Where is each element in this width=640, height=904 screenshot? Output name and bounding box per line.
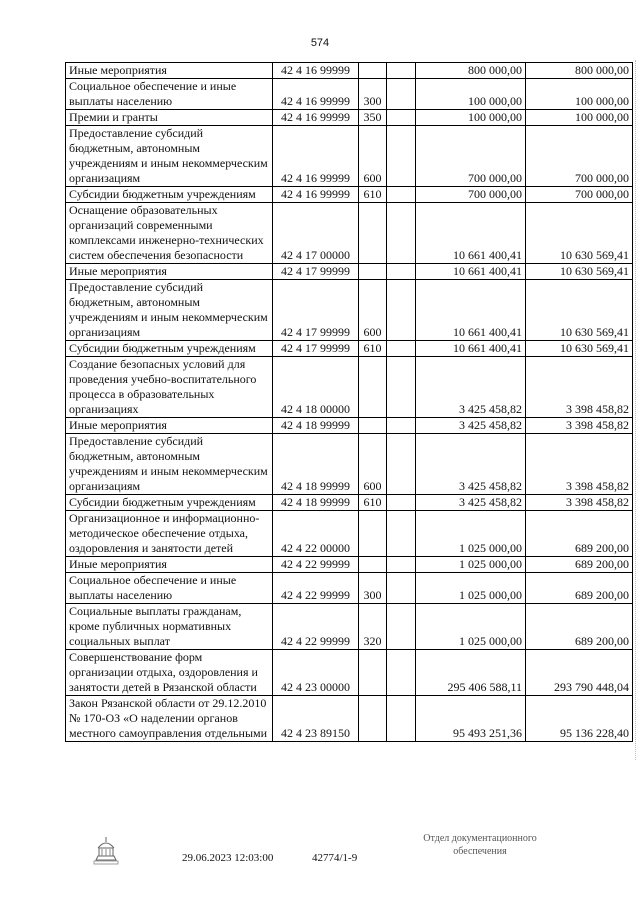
row-code: 42 4 18 99999 (273, 418, 359, 434)
table-row (66, 495, 633, 511)
row-value-2025: 800 000,00 (526, 63, 633, 79)
row-blank (387, 264, 416, 280)
row-value-2024: 10 661 400,41 (416, 264, 526, 280)
table-row (66, 650, 633, 696)
row-blank (387, 110, 416, 126)
table-row (66, 126, 633, 187)
row-blank (387, 63, 416, 79)
row-value-2025: 100 000,00 (526, 79, 633, 110)
row-value-2024: 700 000,00 (416, 187, 526, 203)
row-value-2025: 100 000,00 (526, 110, 633, 126)
row-value-2024: 3 425 458,82 (416, 418, 526, 434)
row-value-2025: 3 398 458,82 (526, 495, 633, 511)
row-blank (387, 341, 416, 357)
table-row (66, 187, 633, 203)
row-blank (387, 203, 416, 264)
row-code: 42 4 17 99999 (273, 264, 359, 280)
table-row (66, 573, 633, 604)
budget-table (65, 62, 633, 742)
row-value-2024: 1 025 000,00 (416, 604, 526, 650)
row-expense-type: 600 (359, 434, 387, 495)
row-expense-type: 610 (359, 495, 387, 511)
row-value-2025: 689 200,00 (526, 604, 633, 650)
row-name: Социальные выплаты гражданам, кроме публичных нормативных социальных выплат (66, 604, 273, 650)
row-value-2024: 10 661 400,41 (416, 280, 526, 341)
table-row (66, 511, 633, 557)
table-row (66, 557, 633, 573)
footer-department (390, 832, 570, 858)
table-row (66, 264, 633, 280)
row-value-2024: 10 661 400,41 (416, 341, 526, 357)
scan-edge (631, 60, 636, 760)
row-code: 42 4 16 99999 (273, 187, 359, 203)
row-expense-type (359, 264, 387, 280)
row-name: Премии и гранты (66, 110, 273, 126)
row-value-2025: 95 136 228,40 (526, 696, 633, 742)
row-blank (387, 511, 416, 557)
row-blank (387, 604, 416, 650)
row-expense-type: 300 (359, 573, 387, 604)
row-blank (387, 696, 416, 742)
row-name: Закон Рязанской области от 29.12.2010 № 170-ОЗ «О наделении органов местного самоуправления отдельными (66, 696, 273, 742)
row-value-2024: 1 025 000,00 (416, 573, 526, 604)
table-row (66, 696, 633, 742)
row-value-2024: 1 025 000,00 (416, 557, 526, 573)
row-value-2024: 295 406 588,11 (416, 650, 526, 696)
row-blank (387, 650, 416, 696)
row-name: Оснащение образовательных организаций современными комплексами инженерно-технических систем обеспечения безопасности (66, 203, 273, 264)
table-row (66, 418, 633, 434)
table-row (66, 357, 633, 418)
row-code: 42 4 22 99999 (273, 604, 359, 650)
row-name: Социальное обеспечение и иные выплаты населению (66, 79, 273, 110)
row-value-2025: 3 398 458,82 (526, 418, 633, 434)
footer-doc-number: 42774/1-9 (312, 852, 358, 864)
row-name: Предоставление субсидий бюджетным, автономным учреждениям и иным некоммерческим организациям (66, 280, 273, 341)
row-expense-type (359, 650, 387, 696)
row-value-2025: 3 398 458,82 (526, 434, 633, 495)
row-code: 42 4 18 00000 (273, 357, 359, 418)
row-code: 42 4 17 99999 (273, 341, 359, 357)
row-value-2024: 10 661 400,41 (416, 203, 526, 264)
row-value-2024: 800 000,00 (416, 63, 526, 79)
footer-department-line1: Отдел документационного (423, 833, 537, 844)
row-value-2025: 689 200,00 (526, 557, 633, 573)
row-code: 42 4 18 99999 (273, 434, 359, 495)
row-blank (387, 79, 416, 110)
row-value-2024: 100 000,00 (416, 110, 526, 126)
row-blank (387, 418, 416, 434)
row-name: Иные мероприятия (66, 418, 273, 434)
table-row (66, 79, 633, 110)
row-value-2024: 3 425 458,82 (416, 495, 526, 511)
row-code: 42 4 22 00000 (273, 511, 359, 557)
row-code: 42 4 23 89150 (273, 696, 359, 742)
row-name: Иные мероприятия (66, 264, 273, 280)
row-blank (387, 495, 416, 511)
row-blank (387, 280, 416, 341)
table-row (66, 110, 633, 126)
row-expense-type: 300 (359, 79, 387, 110)
row-value-2025: 10 630 569,41 (526, 341, 633, 357)
row-expense-type: 600 (359, 126, 387, 187)
row-expense-type (359, 63, 387, 79)
row-code: 42 4 17 99999 (273, 280, 359, 341)
footer-department-line2: обеспечения (453, 846, 507, 857)
duma-emblem-icon (90, 834, 122, 866)
row-expense-type (359, 203, 387, 264)
row-name: Субсидии бюджетным учреждениям (66, 187, 273, 203)
row-code: 42 4 17 00000 (273, 203, 359, 264)
table-row (66, 434, 633, 495)
row-expense-type: 600 (359, 280, 387, 341)
row-value-2025: 293 790 448,04 (526, 650, 633, 696)
row-expense-type: 610 (359, 187, 387, 203)
row-name: Субсидии бюджетным учреждениям (66, 341, 273, 357)
row-expense-type (359, 418, 387, 434)
row-name: Создание безопасных условий для проведения учебно-воспитательного процесса в образовательных организациях (66, 357, 273, 418)
row-blank (387, 187, 416, 203)
row-value-2024: 3 425 458,82 (416, 434, 526, 495)
row-value-2025: 10 630 569,41 (526, 203, 633, 264)
row-expense-type: 610 (359, 341, 387, 357)
row-name: Иные мероприятия (66, 557, 273, 573)
row-name: Предоставление субсидий бюджетным, автономным учреждениям и иным некоммерческим организациям (66, 434, 273, 495)
row-value-2025: 700 000,00 (526, 187, 633, 203)
row-blank (387, 573, 416, 604)
row-value-2025: 3 398 458,82 (526, 357, 633, 418)
row-code: 42 4 22 99999 (273, 573, 359, 604)
row-expense-type (359, 511, 387, 557)
row-value-2025: 10 630 569,41 (526, 264, 633, 280)
page-number: 574 (310, 37, 330, 49)
row-name: Совершенствование форм организации отдыха, оздоровления и занятости детей в Рязанской области (66, 650, 273, 696)
footer-datetime: 29.06.2023 12:03:00 (182, 852, 274, 864)
row-value-2024: 95 493 251,36 (416, 696, 526, 742)
row-name: Субсидии бюджетным учреждениям (66, 495, 273, 511)
row-name: Организационное и информационно-методическое обеспечение отдыха, оздоровления и занятости детей (66, 511, 273, 557)
row-blank (387, 557, 416, 573)
row-name: Иные мероприятия (66, 63, 273, 79)
row-expense-type (359, 557, 387, 573)
row-value-2024: 700 000,00 (416, 126, 526, 187)
table-row (66, 341, 633, 357)
table-row (66, 604, 633, 650)
row-blank (387, 126, 416, 187)
row-code: 42 4 22 99999 (273, 557, 359, 573)
row-code: 42 4 16 99999 (273, 63, 359, 79)
row-value-2025: 689 200,00 (526, 573, 633, 604)
row-code: 42 4 16 99999 (273, 126, 359, 187)
row-value-2025: 10 630 569,41 (526, 280, 633, 341)
row-value-2024: 1 025 000,00 (416, 511, 526, 557)
row-value-2025: 700 000,00 (526, 126, 633, 187)
row-expense-type: 350 (359, 110, 387, 126)
budget-table-body (66, 63, 633, 742)
row-value-2024: 3 425 458,82 (416, 357, 526, 418)
table-row (66, 203, 633, 264)
table-row (66, 280, 633, 341)
row-expense-type: 320 (359, 604, 387, 650)
row-code: 42 4 18 99999 (273, 495, 359, 511)
row-blank (387, 357, 416, 418)
row-value-2025: 689 200,00 (526, 511, 633, 557)
table-row (66, 63, 633, 79)
row-code: 42 4 23 00000 (273, 650, 359, 696)
row-value-2024: 100 000,00 (416, 79, 526, 110)
row-code: 42 4 16 99999 (273, 79, 359, 110)
row-name: Социальное обеспечение и иные выплаты населению (66, 573, 273, 604)
row-blank (387, 434, 416, 495)
row-expense-type (359, 696, 387, 742)
row-expense-type (359, 357, 387, 418)
row-code: 42 4 16 99999 (273, 110, 359, 126)
row-name: Предоставление субсидий бюджетным, автономным учреждениям и иным некоммерческим организациям (66, 126, 273, 187)
